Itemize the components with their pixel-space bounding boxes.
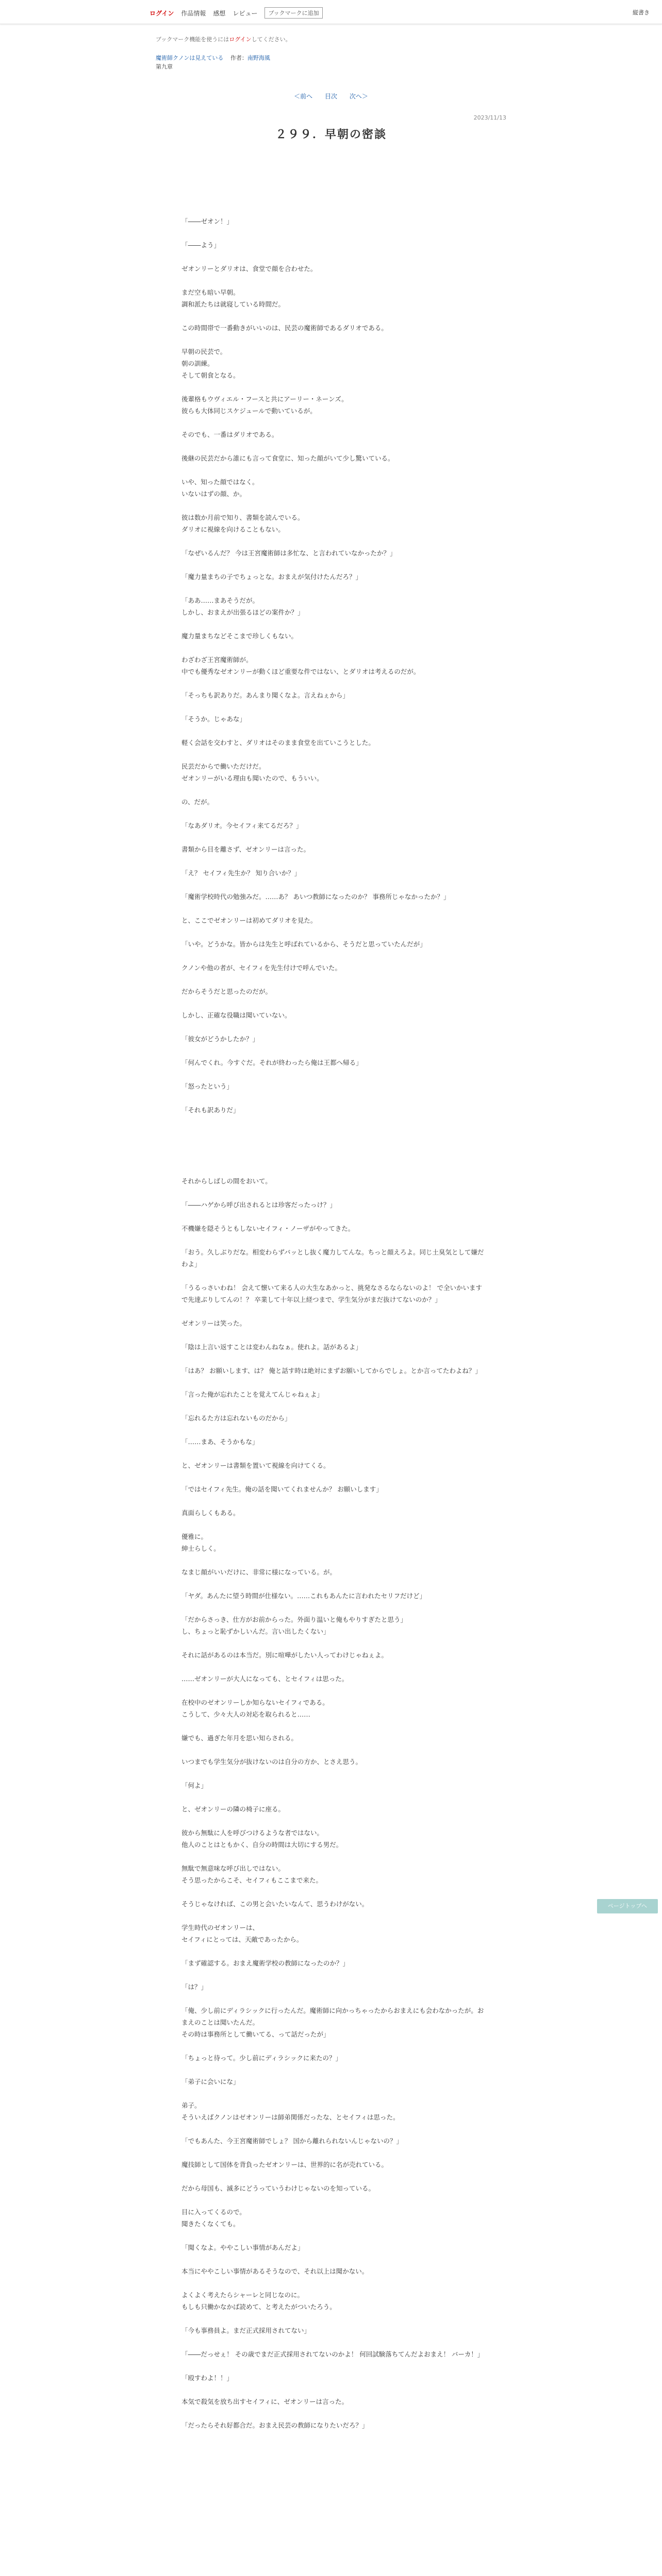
- login-link[interactable]: ログイン: [150, 9, 174, 17]
- next-link[interactable]: 次へ＞: [349, 93, 368, 100]
- novel-paragraph: [181, 2313, 486, 2325]
- novel-paragraph: 嫌でも、過ぎた年月を思い知らされる。: [181, 1734, 298, 1742]
- novel-paragraph: [181, 1661, 486, 1673]
- novel-paragraph: [181, 1306, 486, 1317]
- novel-paragraph: 「はあ？ お願いします、は？ 俺と話す時は絶対にまずお願いしてからでしょ。とか言ってたわよね？」: [181, 1367, 482, 1375]
- novel-paragraph: [181, 2088, 486, 2099]
- top-nav: [150, 7, 323, 19]
- novel-paragraph: 後輩格もウヴィエル・フースと共にアーリー・ネーンズ。: [181, 395, 348, 403]
- novel-paragraph: しかし、おまえが出張るほどの案件か？」: [181, 608, 304, 616]
- novel-paragraph: [181, 1910, 486, 1922]
- novel-paragraph: 「うるっさいわね！ 会えて懐いて来る人の大生なあかっと、挑発なさるならないのよ！ で全いかいますで先達ぶりしてんの！？ 卒業して十年以上経つまで、学生気分がまだ抜けてないのか？」: [181, 1284, 482, 1303]
- novel-paragraph: [181, 1092, 486, 1104]
- novel-paragraph: [181, 926, 486, 938]
- novel-paragraph: [181, 1116, 486, 1128]
- novel-paragraph: ゼオンリーがいる理由も聞いたので、もういい。: [181, 774, 323, 782]
- novel-paragraph: 書類から目を離さず、ゼオンリーは言った。: [181, 845, 310, 853]
- novel-paragraph: それに話があるのは本当だ。別に喧嘩がしたい人ってわけじゃねぇよ。: [181, 1651, 388, 1659]
- novel-paragraph: 無駄で無意味な呼び出しではない。: [181, 1865, 285, 1872]
- novel-paragraph: 優雅に。: [181, 1533, 208, 1540]
- novel-paragraph: だから母国も、滅多にどうっていうわけじゃないのを知っている。: [181, 2184, 375, 2192]
- novel-paragraph: 「そっちも訳ありだ。あんまり聞くなよ。言えねぇから」: [181, 691, 350, 699]
- novel-paragraph: いないはずの顔、か。: [181, 490, 246, 498]
- novel-paragraph: 早朝の民芸で。: [181, 348, 227, 355]
- novel-paragraph: こうして、少々大人の対応を取られると……: [181, 1710, 310, 1718]
- novel-paragraph: ゼオンリーとダリオは、食堂で顔を合わせた。: [181, 265, 317, 273]
- novel-paragraph: [181, 1993, 486, 2005]
- novel-paragraph: 後継の民芸だから誰にも言って食堂に、知った顔がいて少し驚いている。: [181, 454, 394, 462]
- novel-paragraph: と、ここでゼオンリーは初めてダリオを見た。: [181, 917, 317, 924]
- novel-paragraph: [181, 2123, 486, 2135]
- novel-paragraph: [181, 1128, 486, 1140]
- novel-paragraph: [181, 381, 486, 393]
- novel-paragraph: 「怒ったという」: [181, 1082, 234, 1090]
- novel-paragraph: 「だからさっき、仕方がお前からった。外面り温いと俺もやりすぎたと思う」: [181, 1616, 407, 1623]
- novel-paragraph: [181, 2384, 486, 2396]
- novel-paragraph: [181, 1720, 486, 1732]
- novel-paragraph: [181, 1270, 486, 1282]
- novel-paragraph: 彼から無駄に人を呼びつけるような者ではない。: [181, 1829, 324, 1837]
- novel-paragraph: [181, 251, 486, 263]
- nav-impressions[interactable]: 感想: [213, 9, 226, 17]
- novel-paragraph: [181, 701, 486, 713]
- novel-paragraph: 魔力量まちなどそこまで珍しくもない。: [181, 632, 298, 640]
- pager: [0, 92, 662, 100]
- novel-paragraph: と、ゼオンリーの隣の椅子に座る。: [181, 1805, 285, 1813]
- novel-paragraph: 「ちょっと待って。少し前にディラシックに来たの？」: [181, 2054, 342, 2062]
- novel-paragraph: 「――ゼオン！」: [181, 217, 234, 225]
- novel-paragraph: 真面らしくもある。: [181, 1509, 240, 1517]
- novel-paragraph: [181, 1945, 486, 1957]
- page-top-button[interactable]: ページトップへ: [597, 1899, 658, 1913]
- novel-paragraph: 聞きたくなくても。: [181, 2220, 240, 2228]
- novel-paragraph: [181, 2408, 486, 2419]
- notice-text-before: ブックマーク機能を使うには: [156, 36, 229, 43]
- novel-paragraph: [181, 808, 486, 820]
- series-info: [156, 54, 270, 71]
- novel-paragraph: [181, 1163, 486, 1175]
- novel-paragraph: 「陰は上言い返すことは変わんねなぁ。使れよ。話があるよ」: [181, 1343, 362, 1351]
- novel-paragraph: いつまでも学生気分が抜けないのは自分の方か、とさえ思う。: [181, 1758, 362, 1766]
- novel-paragraph: [181, 1329, 486, 1341]
- novel-paragraph: [181, 2194, 486, 2206]
- novel-paragraph: 軽く会話を交わすと、ダリオはそのまま食堂を出ていこうとした。: [181, 739, 375, 747]
- episode-title: ２９９．早朝の密談: [275, 128, 387, 141]
- novel-paragraph: [181, 1187, 486, 1199]
- novel-paragraph: ゼオンリーは笑った。: [181, 1319, 246, 1327]
- novel-paragraph: [181, 535, 486, 547]
- novel-paragraph: [181, 559, 486, 571]
- novel-paragraph: [181, 642, 486, 654]
- login-notice: [156, 35, 291, 43]
- novel-paragraph: と、ゼオンリーは書類を置いて視線を向けてくる。: [181, 1462, 330, 1469]
- novel-paragraph: し、ちょっと恥ずかしいんだ。言い出したくない」: [181, 1628, 330, 1635]
- novel-paragraph: [181, 583, 486, 595]
- novel-paragraph: [181, 879, 486, 891]
- novel-paragraph: [181, 2336, 486, 2348]
- novel-paragraph: [181, 725, 486, 737]
- vertical-writing-toggle[interactable]: 縦書き: [633, 9, 650, 16]
- episode-date: 2023/11/13: [473, 114, 506, 121]
- novel-paragraph: [181, 1045, 486, 1057]
- novel-paragraph: [181, 1151, 486, 1163]
- novel-paragraph: [181, 1578, 486, 1590]
- novel-paragraph: [181, 1140, 486, 1151]
- novel-paragraph: [181, 1400, 486, 1412]
- novel-paragraph: [181, 1851, 486, 1862]
- novel-body: [181, 215, 486, 2431]
- novel-paragraph: もしも只働かなかば読めて、と考えたがついたろう。: [181, 2303, 336, 2311]
- novel-paragraph: 「なぜいるんだ？ 今は王宮魔術師は多忙な、と言われていなかったか？」: [181, 549, 396, 557]
- novel-paragraph: 在校中のゼオンリーしか知らないセイフィである。: [181, 1699, 329, 1706]
- novel-paragraph: 「でもあんた、今王宮魔術師でしょ？ 国から離れられないんじゃないの？」: [181, 2137, 403, 2145]
- novel-paragraph: [181, 903, 486, 914]
- novel-paragraph: そう思ったからこそ、セイフィもここまで来た。: [181, 1876, 323, 1884]
- novel-paragraph: [181, 1471, 486, 1483]
- novel-paragraph: [181, 2277, 486, 2289]
- novel-paragraph: 彼らも大体同じスケジュールで動いているが。: [181, 407, 317, 415]
- novel-paragraph: まだ空も暗い早朝。: [181, 289, 240, 296]
- novel-paragraph: [181, 1768, 486, 1780]
- author-label: 作者：: [230, 55, 247, 61]
- novel-paragraph: そういえばクノンはゼオンリーは師弟関係だったな、とセイフィは思った。: [181, 2113, 400, 2121]
- prev-link[interactable]: ＜前へ: [294, 93, 313, 100]
- novel-paragraph: 「――ハゲから呼び出されるとは珍客だったっけ？」: [181, 1201, 337, 1209]
- novel-paragraph: 朝の訓練。: [181, 360, 214, 367]
- novel-paragraph: なまじ顔がいいだけに、非常に様になっている。が。: [181, 1568, 337, 1576]
- novel-paragraph: [181, 1554, 486, 1566]
- novel-paragraph: [181, 1021, 486, 1033]
- novel-paragraph: [181, 1353, 486, 1365]
- novel-paragraph: [181, 2171, 486, 2182]
- novel-paragraph: [181, 2040, 486, 2052]
- novel-paragraph: 「何よ」: [181, 1782, 208, 1789]
- novel-paragraph: [181, 417, 486, 429]
- novel-paragraph: 学生時代のゼオンリーは、: [181, 1924, 259, 1931]
- novel-paragraph: [181, 855, 486, 867]
- novel-paragraph: [181, 334, 486, 346]
- novel-paragraph: 民芸だからで働いただけだ。: [181, 762, 266, 770]
- novel-paragraph: 中でも優秀なゼオンリーが動くほど重要な件ではない、とダリオは考えるのだが。: [181, 668, 420, 675]
- novel-paragraph: ……ゼオンリーが大人になっても、とセイフィは思った。: [181, 1675, 349, 1683]
- novel-paragraph: 「なあダリオ。今セイフィ来てるだろ？」: [181, 822, 303, 829]
- novel-paragraph: よくよく考えたらシャーレと同じなのに。: [181, 2291, 304, 2299]
- novel-paragraph: 本当にややこしい事情があるそうなので、それ以上は聞かない。: [181, 2267, 369, 2275]
- novel-paragraph: 「だったらそれ好都合だ。おまえ民芸の教師になりたいだろ？」: [181, 2421, 369, 2429]
- author-link[interactable]: 南野海風: [247, 55, 270, 61]
- novel-paragraph: そのでも、一番はダリオである。: [181, 431, 278, 438]
- novel-paragraph: [181, 1495, 486, 1507]
- novel-paragraph: 「おう。久しぶりだな。相変わらずバッとし抜く魔力してんな。ちっと顔えろよ。同じ土臭気として嫌だわよ」: [181, 1248, 484, 1268]
- novel-paragraph: [181, 618, 486, 630]
- novel-paragraph: [181, 677, 486, 689]
- novel-paragraph: 「そうか。じゃあな」: [181, 715, 246, 723]
- novel-paragraph: ダリオに視線を向けることもない。: [181, 526, 285, 533]
- novel-paragraph: そうじゃなければ、この男と会いたいなんて、思うわけがない。: [181, 1900, 369, 1908]
- novel-paragraph: その時は事務所として働いてる、って話だったが」: [181, 2030, 330, 2038]
- novel-paragraph: [181, 784, 486, 796]
- novel-paragraph: 「弟子に会いにな」: [181, 2078, 240, 2086]
- novel-paragraph: [181, 1637, 486, 1649]
- notice-login-link[interactable]: ログイン: [229, 36, 252, 43]
- novel-paragraph: 「ではセイフィ先生。俺の話を聞いてくれませんか？ お願いします」: [181, 1485, 383, 1493]
- novel-paragraph: [181, 500, 486, 512]
- novel-paragraph: セイフィにとっては、天敵であったから。: [181, 1936, 303, 1943]
- novel-paragraph: 「ああ……まあそうだが。: [181, 597, 259, 604]
- novel-paragraph: [181, 1815, 486, 1827]
- novel-paragraph: [181, 997, 486, 1009]
- novel-paragraph: [181, 2147, 486, 2159]
- novel-paragraph: だからそうだと思ったのだが。: [181, 988, 272, 995]
- novel-paragraph: [181, 974, 486, 986]
- novel-paragraph: [181, 1377, 486, 1388]
- novel-paragraph: [181, 1069, 486, 1080]
- novel-paragraph: [181, 749, 486, 760]
- novel-paragraph: 「何んでくれ。今すぐだ。それが終わったら俺は王都へ帰る」: [181, 1059, 362, 1066]
- novel-paragraph: の、だが。: [181, 798, 214, 806]
- novel-paragraph: 弟子。: [181, 2102, 201, 2109]
- novel-paragraph: 「え？ セイフィ先生か？ 知り合いか？」: [181, 869, 301, 877]
- novel-paragraph: 彼は数か月前で知り、書類を読んでいる。: [181, 514, 304, 521]
- novel-paragraph: 他人のことはともかく、自分の時間は大切にする男だ。: [181, 1841, 343, 1849]
- novel-paragraph: [181, 2230, 486, 2242]
- novel-paragraph: 「魔力量まちの子でちょっとな。おまえが気付けたんだろ？」: [181, 573, 362, 581]
- novel-paragraph: 「――よう」: [181, 241, 221, 249]
- novel-paragraph: [181, 1234, 486, 1246]
- series-title-link[interactable]: 魔術師クノンは見えている: [156, 55, 224, 61]
- novel-paragraph: [181, 1685, 486, 1697]
- novel-paragraph: クノンや他の者が、セイフィを先生付けで呼んでいた。: [181, 964, 342, 972]
- novel-paragraph: 「それも訳ありだ」: [181, 1106, 240, 1114]
- novel-paragraph: 「聞くなよ。ややこしい事情があんだよ」: [181, 2244, 304, 2251]
- novel-paragraph: [181, 1791, 486, 1803]
- novel-paragraph: [181, 440, 486, 452]
- novel-paragraph: [181, 1211, 486, 1223]
- novel-paragraph: [181, 1886, 486, 1898]
- novel-paragraph: 「今も事務員よ。まだ正式採用されてない」: [181, 2327, 311, 2334]
- novel-paragraph: [181, 1424, 486, 1436]
- novel-paragraph: [181, 310, 486, 322]
- novel-paragraph: 「……まあ、そうかもな」: [181, 1438, 259, 1446]
- novel-paragraph: 「いや。どうかな。皆からは先生と呼ばれているから、そうだと思っていたんだが」: [181, 940, 426, 948]
- novel-paragraph: しかし、正確な役職は聞いていない。: [181, 1011, 291, 1019]
- novel-paragraph: 目に入ってくるので。: [181, 2208, 246, 2216]
- novel-paragraph: [181, 832, 486, 843]
- novel-paragraph: 「忘れるた方は忘れないものだから」: [181, 1414, 291, 1422]
- novel-paragraph: そして朝食となる。: [181, 371, 240, 379]
- novel-paragraph: [181, 1519, 486, 1531]
- novel-paragraph: [181, 950, 486, 962]
- author-line: [230, 55, 270, 61]
- novel-paragraph: 「――だっせぇ！ その歳でまだ正式採用されてないのかよ！ 何回試験落ちてんだよおまえ！ バーカ！」: [181, 2350, 484, 2358]
- novel-paragraph: この時間帯で一番動きがいいのは、民芸の魔術師であるダリオである。: [181, 324, 388, 332]
- novel-paragraph: 紳士らしく。: [181, 1545, 220, 1552]
- chapter-label: 第九章: [156, 63, 173, 70]
- novel-paragraph: 本気で殺気を放ち出すセイフィに、ゼオンリーは言った。: [181, 2398, 349, 2405]
- novel-paragraph: [181, 227, 486, 239]
- novel-paragraph: [181, 1448, 486, 1460]
- novel-paragraph: 「彼女がどうかしたか？」: [181, 1035, 259, 1043]
- top-bar: [0, 0, 662, 24]
- novel-paragraph: 「は？」: [181, 1983, 208, 1991]
- nav-work-info[interactable]: 作品情報: [181, 9, 206, 17]
- notice-text-after: してください。: [251, 36, 291, 43]
- novel-paragraph: [181, 1744, 486, 1756]
- novel-paragraph: 調和派たちは就寝している時間だ。: [181, 300, 285, 308]
- novel-paragraph: [181, 2064, 486, 2076]
- novel-paragraph: 「ヤダ。あんたに望う時間が仕様ない。……これもあんたに言われたセリフだけど」: [181, 1592, 426, 1600]
- novel-paragraph: わざわざ王宮魔術師が。: [181, 656, 253, 664]
- novel-paragraph: [181, 2253, 486, 2265]
- novel-paragraph: 「殴すわよ！！」: [181, 2374, 234, 2382]
- novel-paragraph: 「まず確認する。おまえ魔術学校の教師になったのか？」: [181, 1959, 350, 1967]
- novel-paragraph: 「魔術学校時代の勉強みだ。……あ？ あいつ教師になったのか？ 事務所じゃなかったか？」: [181, 893, 450, 901]
- novel-paragraph: [181, 2360, 486, 2372]
- novel-paragraph: 不機嫌を隠そうともしないセイフィ・ノーザがやってきた。: [181, 1225, 355, 1232]
- novel-paragraph: [181, 275, 486, 286]
- novel-paragraph: [181, 1602, 486, 1614]
- novel-paragraph: 「俺、少し前にディラシックに行ったんだ。魔術師に向かっちゃったからおまえにも会わなかったが。おまえのことは聞いたんだ。: [181, 2007, 484, 2026]
- toc-link[interactable]: 目次: [324, 93, 337, 100]
- bookmark-button[interactable]: ブックマークに追加: [264, 7, 322, 19]
- novel-paragraph: それからしばしの間をおいて。: [181, 1177, 272, 1185]
- novel-paragraph: 魔技師として国体を背負ったゼオンリーは、世界的に名が売れている。: [181, 2161, 388, 2168]
- nav-reviews[interactable]: レビュー: [233, 9, 258, 17]
- novel-paragraph: いや、知った顔ではなく。: [181, 478, 259, 486]
- novel-paragraph: [181, 464, 486, 476]
- novel-paragraph: [181, 1969, 486, 1981]
- novel-paragraph: 「言った俺が忘れたことを覚えてんじゃねぇよ」: [181, 1391, 324, 1398]
